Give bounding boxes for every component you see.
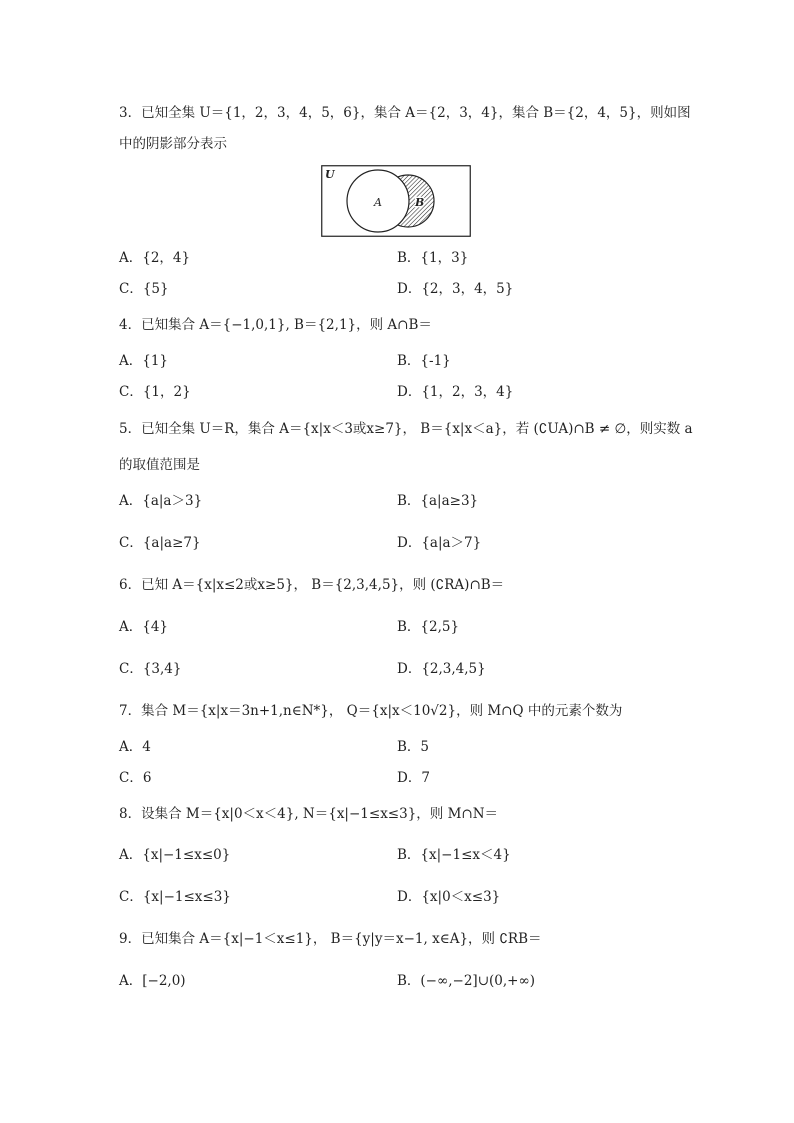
q8-option-d: D．{x|0＜x≤3} (397, 889, 501, 905)
q6-option-a: A．{4} (119, 619, 169, 635)
q3-option-b: B．{1，3} (397, 250, 469, 266)
q9-stem: 9．已知集合 A＝{x|−1＜x≤1}， B＝{y|y＝x−1, x∈A}，则 ∁RB＝ (119, 931, 542, 947)
q4-option-a: A．{1} (119, 353, 169, 369)
q6-option-d: D．{2,3,4,5} (397, 661, 486, 677)
q6-option-c: C．{3,4} (119, 661, 182, 677)
q3-option-c: C．{5} (119, 281, 169, 297)
q7-option-a: A．4 (119, 739, 151, 755)
q8-option-c: C．{x|−1≤x≤3} (119, 889, 231, 905)
q4-option-d: D．{1，2，3，4} (397, 384, 514, 400)
q3-option-a: A．{2，4} (119, 250, 191, 266)
q5-stem-line2: 的取值范围是 (119, 457, 200, 473)
q7-option-d: D．7 (397, 770, 430, 786)
q4-option-c: C．{1，2} (119, 384, 191, 400)
q4-option-b: B．{-1} (397, 353, 451, 369)
q7-option-c: C．6 (119, 770, 152, 786)
q8-option-a: A．{x|−1≤x≤0} (119, 847, 231, 863)
venn-label-a: A (374, 196, 382, 209)
q5-option-d: D．{a|a＞7} (397, 535, 482, 551)
q4-stem: 4．已知集合 A＝{−1,0,1}, B＝{2,1}，则 A∩B＝ (119, 317, 432, 333)
q8-option-b: B．{x|−1≤x＜4} (397, 847, 511, 863)
q8-stem: 8．设集合 M＝{x|0＜x＜4}, N＝{x|−1≤x≤3}，则 M∩N＝ (119, 806, 499, 822)
q3-option-d: D．{2，3，4，5} (397, 281, 514, 297)
q9-option-a: A．[−2,0) (119, 973, 186, 989)
venn-label-b: B (415, 196, 425, 209)
q7-stem: 7．集合 M＝{x|x＝3n+1,n∈N*}， Q＝{x|x＜10√2}，则 M∩Q 中的元素个数为 (119, 703, 623, 719)
q9-option-b: B．(−∞,−2]∪(0,+∞) (397, 973, 535, 989)
q5-option-a: A．{a|a＞3} (119, 493, 203, 509)
q5-stem-line1: 5．已知全集 U＝R，集合 A＝{x|x＜3或x≥7}， B＝{x|x＜a}，若 (∁UA)∩B ≠ ∅，则实数 a (119, 421, 693, 437)
venn-diagram (321, 165, 471, 237)
q6-option-b: B．{2,5} (397, 619, 460, 635)
venn-label-u: U (325, 168, 335, 181)
q5-option-b: B．{a|a≥3} (397, 493, 479, 509)
q6-stem: 6．已知 A＝{x|x≤2或x≥5}， B＝{2,3,4,5}，则 (∁RA)∩B＝ (119, 577, 505, 593)
q3-stem-line1: 3．已知全集 U＝{1，2，3，4，5，6}，集合 A＝{2，3，4}，集合 B＝{2，4，5}，则如图 (119, 105, 691, 121)
q5-option-c: C．{a|a≥7} (119, 535, 201, 551)
q3-stem-line2: 中的阴影部分表示 (119, 136, 227, 152)
q7-option-b: B．5 (397, 739, 430, 755)
